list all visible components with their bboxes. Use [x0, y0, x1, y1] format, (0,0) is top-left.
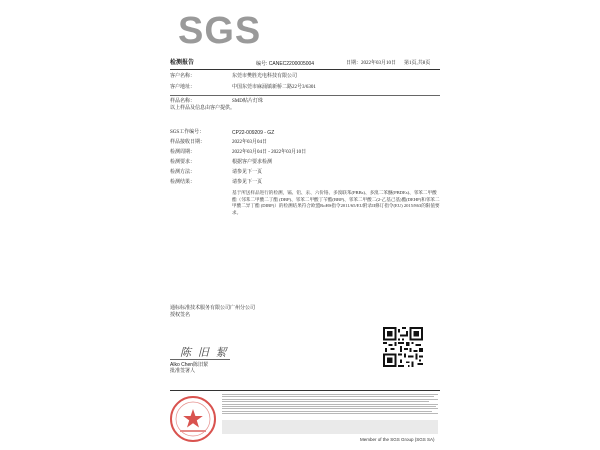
detail-value: 2022年03月04日 - 2022年03月10日 — [232, 150, 307, 155]
issuer-dept: 授权签名 — [170, 313, 191, 318]
official-seal-icon — [168, 394, 218, 444]
detail-value: CP22-009209 - GZ — [232, 130, 275, 136]
detail-label: 样品接收日期： — [170, 140, 206, 145]
signature-rule — [170, 359, 230, 360]
detail-value: 请参见下一页 — [232, 170, 263, 175]
qr-code — [383, 327, 423, 367]
detail-label: SGS工作编号： — [170, 130, 205, 135]
detail-value: 2022年03月04日 — [232, 140, 268, 145]
footer-rule — [170, 390, 440, 391]
detail-label: 检测要求： — [170, 160, 196, 165]
sample-name-value: SMD贴片灯珠 — [232, 99, 263, 104]
issuer-company: 通标标准技术服务有限公司广州分公司 — [170, 306, 256, 311]
detail-value: 根据客户要求检测 — [232, 160, 273, 165]
report-number: 编号: CANEC2200005004 — [256, 61, 315, 67]
conclusion-paragraph: 基于所送样品进行的检测，镉、铅、汞、六价铬、多溴联苯(PBBs)、多溴二苯醚(PBDEs)、邻苯二甲酸酯（邻苯二甲酸二丁酯 (DBP)、邻苯二甲酸丁苄酯(BBP)、邻苯二甲酸二(2-乙基己基)酯(DEHP)和邻苯二甲酸二异丁酯 (DIBP)）的检测结果符合欧盟RoHS指令2011/65/EU附录II修订指令(EU) 2015/863的限值要求。 — [232, 190, 440, 215]
member-of-sgs-text: Member of the SGS Group (SGS SA) — [360, 437, 435, 442]
detail-value: 请参见下一页 — [232, 180, 263, 185]
client-address-value: 中国东莞市麻涌镇新桥二路22号3/6301 — [232, 85, 316, 90]
detail-label: 检测方法： — [170, 170, 196, 175]
handwritten-signature: 陈 旧 絜 — [180, 347, 229, 359]
detail-label: 检测周期： — [170, 150, 196, 155]
client-rule — [170, 95, 440, 96]
page-number: 第1页,共8页 — [404, 61, 431, 66]
detail-label: 检测结果： — [170, 180, 196, 185]
office-address-bar — [222, 420, 438, 434]
signer-role: 批准签署人 — [170, 369, 196, 374]
client-name-label: 客户名称： — [170, 74, 196, 79]
signer-name: Alko Chen陈旧絜 — [170, 362, 209, 368]
sample-note: 以上样品及信息由客户提供。 — [170, 106, 236, 111]
report-title: 检测报告 — [170, 60, 195, 66]
client-address-label: 客户地址： — [170, 85, 196, 90]
report-date: 日期：2022年03月10日 — [346, 61, 397, 66]
header-rule — [170, 69, 440, 70]
sample-name-label: 样品名称： — [170, 99, 196, 104]
client-name-value: 东莞市樊胜光电科技有限公司 — [232, 74, 298, 79]
terms-fine-print — [222, 394, 438, 416]
sgs-logo: SGS — [178, 10, 262, 52]
